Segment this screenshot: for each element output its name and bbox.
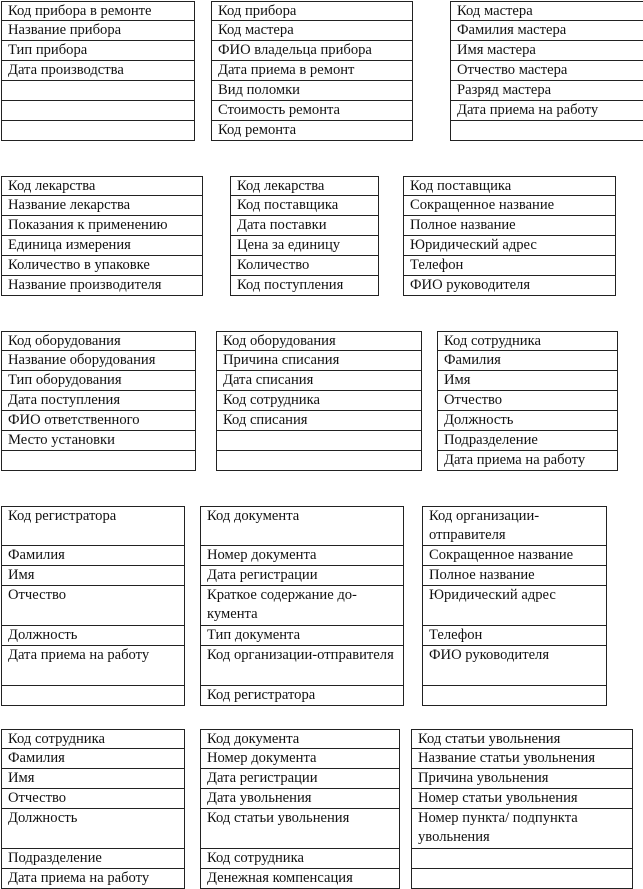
field-label: Тип оборудования bbox=[8, 372, 122, 388]
entity-table bbox=[437, 331, 618, 471]
field-label: Дата поставки bbox=[237, 217, 327, 233]
field-label: Сокращенное название bbox=[410, 197, 555, 213]
field-row bbox=[201, 646, 403, 686]
field-label: Код организации-отправителя bbox=[429, 508, 540, 543]
field-row bbox=[2, 216, 202, 236]
field-row bbox=[231, 196, 378, 216]
field-row bbox=[412, 769, 632, 789]
field-label: Номер документа bbox=[207, 750, 317, 766]
field-row bbox=[2, 176, 202, 196]
field-label: Код лекарства bbox=[8, 178, 96, 194]
field-label: Телефон bbox=[410, 257, 464, 273]
field-row bbox=[231, 236, 378, 256]
field-label: Код прибора bbox=[218, 3, 297, 19]
empty-row bbox=[2, 121, 194, 141]
entity-table bbox=[1, 1, 195, 141]
field-label: Дата регистрации bbox=[207, 567, 318, 583]
field-label: Количество в упаковке bbox=[8, 257, 150, 273]
field-label: Код поступления bbox=[237, 277, 344, 293]
field-label: Дата приема на работу bbox=[8, 647, 150, 663]
field-row bbox=[201, 626, 403, 646]
field-row bbox=[212, 1, 412, 21]
field-label: Количество bbox=[237, 257, 310, 273]
entity-table bbox=[450, 1, 643, 141]
field-label: Номер статьи увольнения bbox=[418, 790, 578, 806]
field-row bbox=[2, 41, 194, 61]
empty-row bbox=[2, 101, 194, 121]
field-row bbox=[2, 626, 184, 646]
field-label: Код ремонта bbox=[218, 122, 297, 138]
field-label: Полное название bbox=[410, 217, 516, 233]
field-row bbox=[201, 809, 399, 849]
field-row bbox=[2, 411, 195, 431]
field-row bbox=[212, 21, 412, 41]
field-label: Вид поломки bbox=[218, 82, 300, 98]
field-row bbox=[451, 21, 643, 41]
field-label: Телефон bbox=[429, 627, 483, 643]
empty-row bbox=[423, 686, 606, 706]
field-row bbox=[217, 371, 421, 391]
field-row bbox=[451, 61, 643, 81]
field-row bbox=[2, 21, 194, 41]
field-row bbox=[212, 41, 412, 61]
field-row bbox=[2, 196, 202, 216]
field-label: Код документа bbox=[207, 731, 300, 747]
field-row bbox=[2, 431, 195, 451]
field-label: Код оборудования bbox=[223, 333, 336, 349]
field-label: Фамилия bbox=[8, 750, 65, 766]
field-row bbox=[438, 351, 617, 371]
empty-row bbox=[412, 849, 632, 869]
empty-row bbox=[217, 431, 421, 451]
field-row bbox=[217, 391, 421, 411]
field-label: Тип прибора bbox=[8, 42, 88, 58]
field-row bbox=[412, 789, 632, 809]
field-row bbox=[2, 849, 184, 869]
entity-table bbox=[1, 176, 203, 296]
field-row bbox=[451, 101, 643, 121]
field-row bbox=[2, 769, 184, 789]
field-label: Код списания bbox=[223, 412, 308, 428]
field-label: Имя bbox=[8, 567, 35, 583]
field-label: Краткое содержание до-кумента bbox=[207, 587, 357, 622]
entity-table bbox=[1, 729, 185, 889]
field-row bbox=[2, 236, 202, 256]
field-row bbox=[438, 331, 617, 351]
field-row bbox=[404, 236, 615, 256]
field-row bbox=[2, 1, 194, 21]
field-label: Номер документа bbox=[207, 547, 317, 563]
field-row bbox=[412, 729, 632, 749]
field-row bbox=[2, 61, 194, 81]
field-label: Полное название bbox=[429, 567, 535, 583]
entity-table bbox=[200, 506, 404, 706]
field-row bbox=[201, 686, 403, 706]
field-label: Дата поступления bbox=[8, 392, 121, 408]
field-label: Подразделение bbox=[444, 432, 538, 448]
empty-row bbox=[217, 451, 421, 471]
field-row bbox=[2, 276, 202, 296]
field-row bbox=[2, 749, 184, 769]
field-row bbox=[2, 256, 202, 276]
field-label: Код прибора в ремонте bbox=[8, 3, 152, 19]
field-row bbox=[438, 411, 617, 431]
field-label: Код оборудования bbox=[8, 333, 121, 349]
entity-table bbox=[230, 176, 379, 296]
field-label: Код мастера bbox=[457, 3, 533, 19]
field-label: Место установки bbox=[8, 432, 115, 448]
field-row bbox=[451, 81, 643, 101]
empty-row bbox=[451, 121, 643, 141]
field-label: Стоимость ремонта bbox=[218, 102, 341, 118]
field-row bbox=[438, 451, 617, 471]
field-label: Подразделение bbox=[8, 850, 102, 866]
field-row bbox=[2, 331, 195, 351]
field-row bbox=[201, 869, 399, 889]
field-label: Код статьи увольнения bbox=[207, 810, 350, 826]
field-row bbox=[212, 81, 412, 101]
field-label: Название производителя bbox=[8, 277, 162, 293]
field-label: Код мастера bbox=[218, 22, 294, 38]
field-row bbox=[231, 256, 378, 276]
field-row bbox=[404, 176, 615, 196]
field-row bbox=[2, 729, 184, 749]
field-label: Дата приема на работу bbox=[8, 870, 150, 886]
field-label: Сокращенное название bbox=[429, 547, 574, 563]
field-row bbox=[404, 196, 615, 216]
field-label: Код сотрудника bbox=[207, 850, 304, 866]
field-label: Код сотрудника bbox=[8, 731, 105, 747]
field-label: Отчество bbox=[8, 790, 67, 806]
field-row bbox=[2, 371, 195, 391]
field-row bbox=[231, 276, 378, 296]
field-row bbox=[2, 391, 195, 411]
field-label: Отчество bbox=[8, 587, 67, 603]
empty-row bbox=[2, 451, 195, 471]
field-row bbox=[438, 431, 617, 451]
field-label: Название прибора bbox=[8, 22, 122, 38]
field-label: Дата производства bbox=[8, 62, 124, 78]
field-row bbox=[201, 729, 399, 749]
entity-table bbox=[216, 331, 422, 471]
entity-table bbox=[200, 729, 400, 889]
field-label: Имя bbox=[8, 770, 35, 786]
field-label: Название статьи увольнения bbox=[418, 750, 596, 766]
field-label: Фамилия мастера bbox=[457, 22, 567, 38]
field-row bbox=[201, 769, 399, 789]
field-row bbox=[423, 546, 606, 566]
field-row bbox=[423, 646, 606, 686]
field-row bbox=[2, 789, 184, 809]
field-row bbox=[2, 351, 195, 371]
field-label: Код сотрудника bbox=[223, 392, 320, 408]
field-label: ФИО руководителя bbox=[410, 277, 531, 293]
field-label: Юридический адрес bbox=[429, 587, 556, 603]
field-label: Дата приема в ремонт bbox=[218, 62, 355, 78]
field-row bbox=[2, 546, 184, 566]
entity-table bbox=[1, 331, 196, 471]
field-label: Имя мастера bbox=[457, 42, 536, 58]
field-label: Код статьи увольнения bbox=[418, 731, 561, 747]
field-label: ФИО владельца прибора bbox=[218, 42, 372, 58]
field-row bbox=[423, 626, 606, 646]
field-label: Код лекарства bbox=[237, 178, 325, 194]
field-row bbox=[217, 351, 421, 371]
field-row bbox=[212, 101, 412, 121]
field-label: Причина увольнения bbox=[418, 770, 549, 786]
field-row bbox=[212, 121, 412, 141]
field-row bbox=[2, 869, 184, 889]
field-label: Название оборудования bbox=[8, 352, 156, 368]
field-row bbox=[201, 586, 403, 626]
field-row bbox=[2, 506, 184, 546]
empty-row bbox=[2, 81, 194, 101]
field-row bbox=[231, 216, 378, 236]
field-label: Фамилия bbox=[8, 547, 65, 563]
entity-table bbox=[211, 1, 413, 141]
field-row bbox=[201, 566, 403, 586]
field-row bbox=[2, 566, 184, 586]
entity-table bbox=[422, 506, 607, 706]
field-row bbox=[201, 849, 399, 869]
field-label: Денежная компенсация bbox=[207, 870, 353, 886]
field-label: ФИО ответственного bbox=[8, 412, 140, 428]
field-row bbox=[201, 506, 403, 546]
field-label: Имя bbox=[444, 372, 471, 388]
field-label: Должность bbox=[444, 412, 514, 428]
field-label: Код регистратора bbox=[8, 508, 117, 524]
field-row bbox=[404, 216, 615, 236]
field-label: Дата приема на работу bbox=[457, 102, 599, 118]
field-label: ФИО руководителя bbox=[429, 647, 550, 663]
field-row bbox=[423, 586, 606, 626]
field-row bbox=[412, 749, 632, 769]
field-label: Код поставщика bbox=[237, 197, 339, 213]
field-label: Название лекарства bbox=[8, 197, 131, 213]
field-row bbox=[423, 506, 606, 546]
empty-row bbox=[412, 869, 632, 889]
field-label: Дата списания bbox=[223, 372, 314, 388]
field-row bbox=[201, 789, 399, 809]
field-label: Дата увольнения bbox=[207, 790, 312, 806]
field-row bbox=[404, 256, 615, 276]
field-label: Код поставщика bbox=[410, 178, 512, 194]
field-label: Код организации-отправителя bbox=[207, 647, 394, 663]
field-row bbox=[2, 586, 184, 626]
field-row bbox=[438, 391, 617, 411]
field-row bbox=[404, 276, 615, 296]
field-row bbox=[212, 61, 412, 81]
field-label: Дата регистрации bbox=[207, 770, 318, 786]
field-row bbox=[451, 41, 643, 61]
field-label: Единица измерения bbox=[8, 237, 131, 253]
entity-table bbox=[411, 729, 633, 889]
field-label: Код регистратора bbox=[207, 687, 316, 703]
field-row bbox=[438, 371, 617, 391]
field-row bbox=[217, 411, 421, 431]
empty-row bbox=[2, 686, 184, 706]
field-row bbox=[201, 546, 403, 566]
field-label: Код сотрудника bbox=[444, 333, 541, 349]
field-row bbox=[201, 749, 399, 769]
field-label: Отчество мастера bbox=[457, 62, 568, 78]
field-label: Код документа bbox=[207, 508, 300, 524]
entity-table bbox=[1, 506, 185, 706]
field-label: Тип документа bbox=[207, 627, 301, 643]
entity-table bbox=[403, 176, 616, 296]
field-row bbox=[423, 566, 606, 586]
field-row bbox=[412, 809, 632, 849]
field-row bbox=[451, 1, 643, 21]
field-label: Юридический адрес bbox=[410, 237, 537, 253]
field-label: Дата приема на работу bbox=[444, 452, 586, 468]
field-label: Цена за единицу bbox=[237, 237, 341, 253]
field-label: Показания к применению bbox=[8, 217, 168, 233]
field-label: Должность bbox=[8, 810, 78, 826]
field-label: Должность bbox=[8, 627, 78, 643]
field-row bbox=[2, 646, 184, 686]
field-label: Номер пункта/ подпункта увольнения bbox=[418, 810, 578, 845]
field-row bbox=[217, 331, 421, 351]
field-row bbox=[231, 176, 378, 196]
field-label: Причина списания bbox=[223, 352, 340, 368]
field-label: Разряд мастера bbox=[457, 82, 552, 98]
field-label: Отчество bbox=[444, 392, 503, 408]
field-row bbox=[2, 809, 184, 849]
field-label: Фамилия bbox=[444, 352, 501, 368]
